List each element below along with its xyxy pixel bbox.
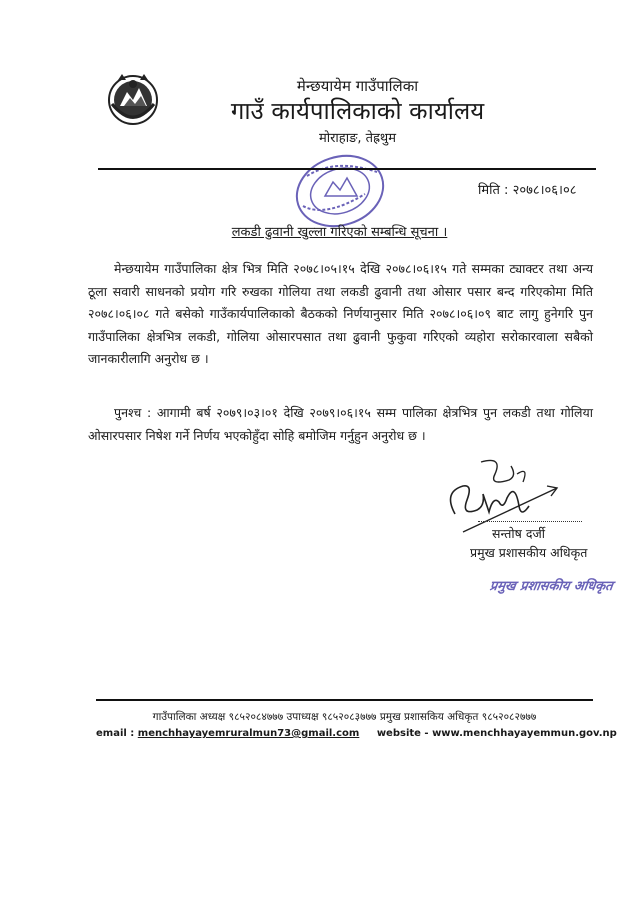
signature-line <box>478 521 582 522</box>
office-title: गाउँ कार्यपालिकाको कार्यालय <box>230 97 485 125</box>
footer-phone-numbers: गाउँपालिका अध्यक्ष ९८५२०८४७७७ उपाध्यक्ष ९८५२०८३७७७ प्रमुख प्रशासकिय अधिकृत ९८५२०८२७७७ <box>152 711 537 723</box>
footer-divider <box>96 699 593 701</box>
website-label: website - <box>376 728 429 739</box>
signatory-title: प्रमुख प्रशासकीय अधिकृत <box>470 545 588 560</box>
notice-date: मिति : २०७८।०६।०८ <box>478 183 577 198</box>
notice-subject: लकडी ढुवानी खुल्ला गरिएको सम्बन्धि सूचना । <box>231 225 448 240</box>
website-link[interactable]: www.menchhayayemmun.gov.np <box>432 728 617 739</box>
designation-stamp: प्रमुख प्रशासकीय अधिकृत <box>488 579 614 594</box>
notice-paragraph-2: पुनश्च : आगामी बर्ष २०७९।०३।०१ देखि २०७९।०६।१५ सम्म पालिका क्षेत्रभित्र पुन लकडी तथा गोलिया ओसारपसार निषेश गर्ने निर्णय भएकोहुँदा सोहि बमोजिम गर्नुहुन अनुरोध छ । <box>88 405 593 443</box>
signatory-name: सन्तोष दर्जी <box>492 526 546 541</box>
email-link[interactable]: menchhayayemruralmun73@gmail.com <box>137 728 360 739</box>
header-divider <box>98 168 596 170</box>
notice-paragraph-1: मेन्छयायेम गाउँपालिका क्षेत्र भित्र मिति २०७८।०५।१५ देखि २०७८।०६।१५ गते सम्मका ट्याक्टर तथा अन्य ठूला सवारी साधनको प्रयोग गरि रुखका गोलिया तथा लकडी ढुवानी तथा ओसार पसार बन्द गरिएकोमा मिति २०७८।०६।०८ गते बसेको गाउँकार्यपालिकाको बैठकको निर्णयानुसार मिति २०७८।०६।०९ बाट लागु हुनेगरि पुन गाउँपालिका क्षेत्रभित्र लकडी, गोलिया ओसारपसात तथा ढुवानी फुकुवा गरिएको व्यहोरा सरोकारवाला सबैको जानकारीलागि अनुरोध छ । <box>88 261 593 366</box>
municipality-name: मेन्छयायेम गाउँपालिका <box>296 77 419 95</box>
office-address: मोराहाङ, तेह्रथुम <box>318 131 397 146</box>
footer-contact-line <box>96 728 617 739</box>
email-label: email : <box>96 728 135 739</box>
